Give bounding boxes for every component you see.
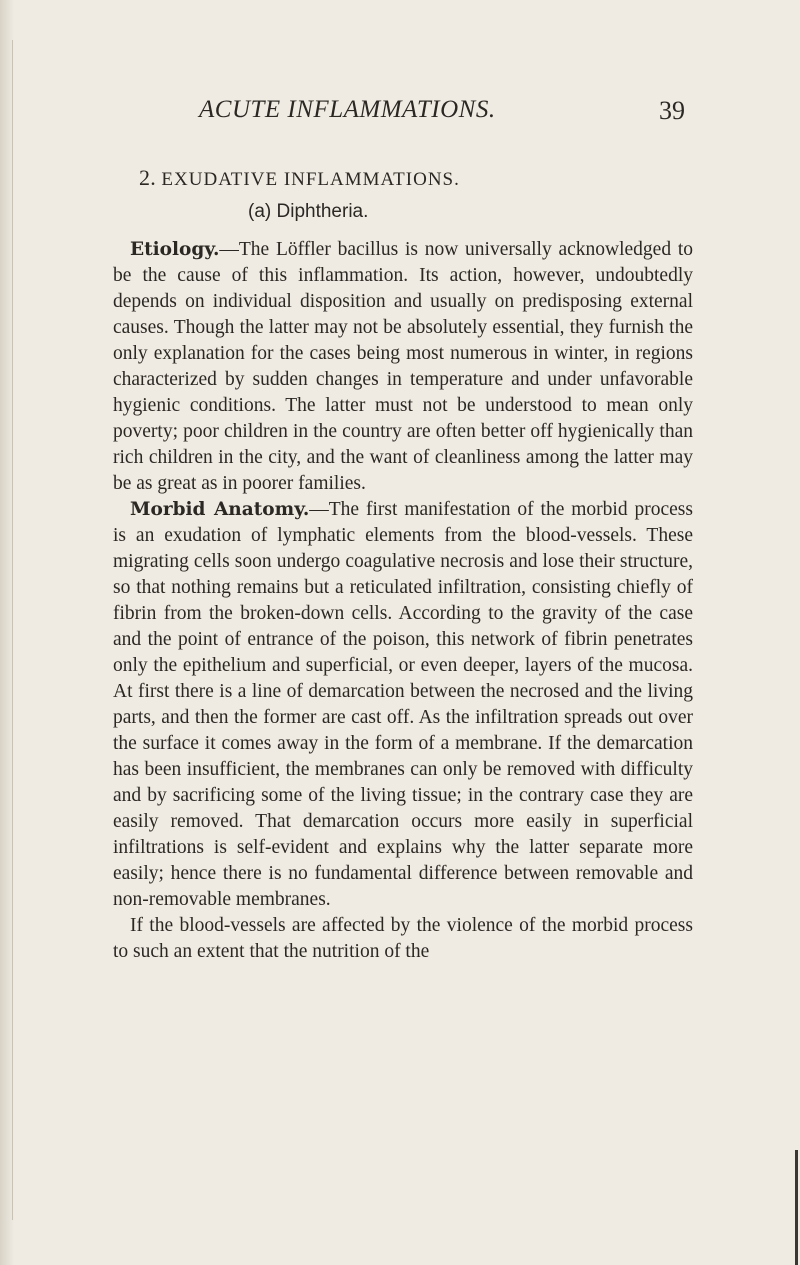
paragraph-lead: Morbid Anatomy. xyxy=(130,499,310,520)
paragraph-etiology xyxy=(113,237,693,497)
paragraph-lead: Etiology. xyxy=(130,239,220,260)
section-number: 2. xyxy=(139,165,157,190)
paragraph-blood-vessels xyxy=(113,913,693,965)
paragraph-text: —The first manifestation of the morbid process is an exudation of lymphatic elements from the blood-vessels. These migrating cells soon undergo coagulative necrosis and lose their structure, so that nothing remains but a reticulated infiltration, consisting chiefly of fibrin from the broken-down cells. According to the gravity of the case and the point of entrance of the poison, this network of fibrin penetrates only the epithelium and superficial, or even deeper, layers of the mucosa. At first there is a line of demarcation between the necrosed and the living parts, and then the former are cast off. As the infiltration spreads out over the surface it comes away in the form of a membrane. If the demarcation has been insufficient, the membranes can only be removed with difficulty and by sacrificing some of the living tissue; in the contrary case they are easily removed. That demarcation occurs more easily in superficial infiltrations is self-evident and explains why the latter separate more easily; hence there is no fundamental difference between removable and non-removable membranes. xyxy=(113,499,693,910)
paragraph-text: If the blood-vessels are affected by the violence of the morbid process to such an extent that the nutrition of the xyxy=(113,915,693,962)
body-text xyxy=(113,237,693,965)
running-head-title: ACUTE INFLAMMATIONS. xyxy=(199,96,496,123)
page-edge-mark xyxy=(795,1150,798,1265)
subsection-heading: (a) Diphtheria. xyxy=(248,201,369,222)
section-heading xyxy=(139,165,460,191)
running-head xyxy=(113,96,693,132)
binding-line xyxy=(12,40,13,1220)
paragraph-text: —The Löffler bacillus is now universally acknowledged to be the cause of this inflammation. Its action, however, undoubtedly depends on individual disposition and usually on predisposing external causes. Though the latter may not be absolutely essential, they furnish the only explanation for the cases being most numerous in winter, in regions characterized by sudden changes in temperature and under unfavorable hygienic conditions. The latter must not be understood to mean only poverty; poor children in the country are often better off hygienically than rich children in the city, and the want of cleanliness among the latter may be as great as in poorer families. xyxy=(113,239,693,494)
paragraph-morbid-anatomy xyxy=(113,497,693,913)
section-title: EXUDATIVE INFLAMMATIONS. xyxy=(161,169,460,190)
page-number: 39 xyxy=(659,96,685,125)
